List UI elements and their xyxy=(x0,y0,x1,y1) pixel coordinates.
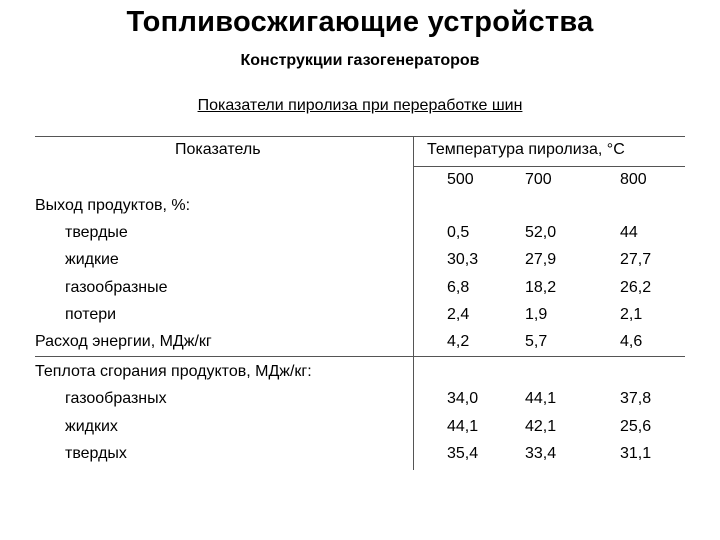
value-700: 27,9 xyxy=(525,251,557,268)
value-500: 0,5 xyxy=(447,224,470,241)
value-700: 44,1 xyxy=(525,390,557,407)
table-caption: Показатели пиролиза при переработке шин xyxy=(197,97,523,114)
value-800: 26,2 xyxy=(620,279,652,296)
row-label: потери xyxy=(65,306,117,323)
header-temperature: Температура пиролиза, °С xyxy=(427,141,625,158)
row-label: Расход энергии, МДж/кг xyxy=(35,333,212,350)
temp-700: 700 xyxy=(525,171,552,188)
value-500: 30,3 xyxy=(447,251,479,268)
table-top-rule xyxy=(35,136,685,137)
temp-500: 500 xyxy=(447,171,474,188)
value-500: 2,4 xyxy=(447,306,470,323)
value-700: 5,7 xyxy=(525,333,548,350)
table-row xyxy=(35,223,685,243)
value-700: 1,9 xyxy=(525,306,548,323)
table-row xyxy=(35,278,685,298)
value-800: 44 xyxy=(620,224,638,241)
value-500: 34,0 xyxy=(447,390,479,407)
row-label: газообразные xyxy=(65,279,168,296)
row-label: жидкие xyxy=(65,251,119,268)
page-title: Топливосжигающие устройства xyxy=(126,6,594,38)
header-indicator: Показатель xyxy=(175,141,261,158)
value-500: 44,1 xyxy=(447,418,479,435)
row-label: Теплота сгорания продуктов, МДж/кг: xyxy=(35,363,312,380)
table-row xyxy=(35,444,685,464)
value-800: 31,1 xyxy=(620,445,652,462)
table-row xyxy=(35,250,685,270)
value-700: 52,0 xyxy=(525,224,557,241)
row-label: жидких xyxy=(65,418,118,435)
value-800: 37,8 xyxy=(620,390,652,407)
pyrolysis-table xyxy=(35,136,685,470)
temp-800: 800 xyxy=(620,171,647,188)
table-row xyxy=(35,305,685,325)
value-700: 42,1 xyxy=(525,418,557,435)
table-row xyxy=(35,389,685,409)
value-800: 4,6 xyxy=(620,333,643,350)
value-500: 6,8 xyxy=(447,279,470,296)
header-temp-rule xyxy=(413,166,685,167)
table-row xyxy=(35,332,685,352)
row-label: газообразных xyxy=(65,390,167,407)
section-divider-rule xyxy=(35,356,685,357)
value-500: 35,4 xyxy=(447,445,479,462)
row-label: Выход продуктов, %: xyxy=(35,197,191,214)
table-row xyxy=(35,417,685,437)
value-500: 4,2 xyxy=(447,333,470,350)
page-subtitle: Конструкции газогенераторов xyxy=(240,52,480,69)
value-800: 2,1 xyxy=(620,306,643,323)
value-700: 33,4 xyxy=(525,445,557,462)
table-row xyxy=(35,196,685,216)
value-800: 25,6 xyxy=(620,418,652,435)
table-row xyxy=(35,362,685,382)
row-label: твердые xyxy=(65,224,128,241)
value-800: 27,7 xyxy=(620,251,652,268)
row-label: твердых xyxy=(65,445,127,462)
value-700: 18,2 xyxy=(525,279,557,296)
